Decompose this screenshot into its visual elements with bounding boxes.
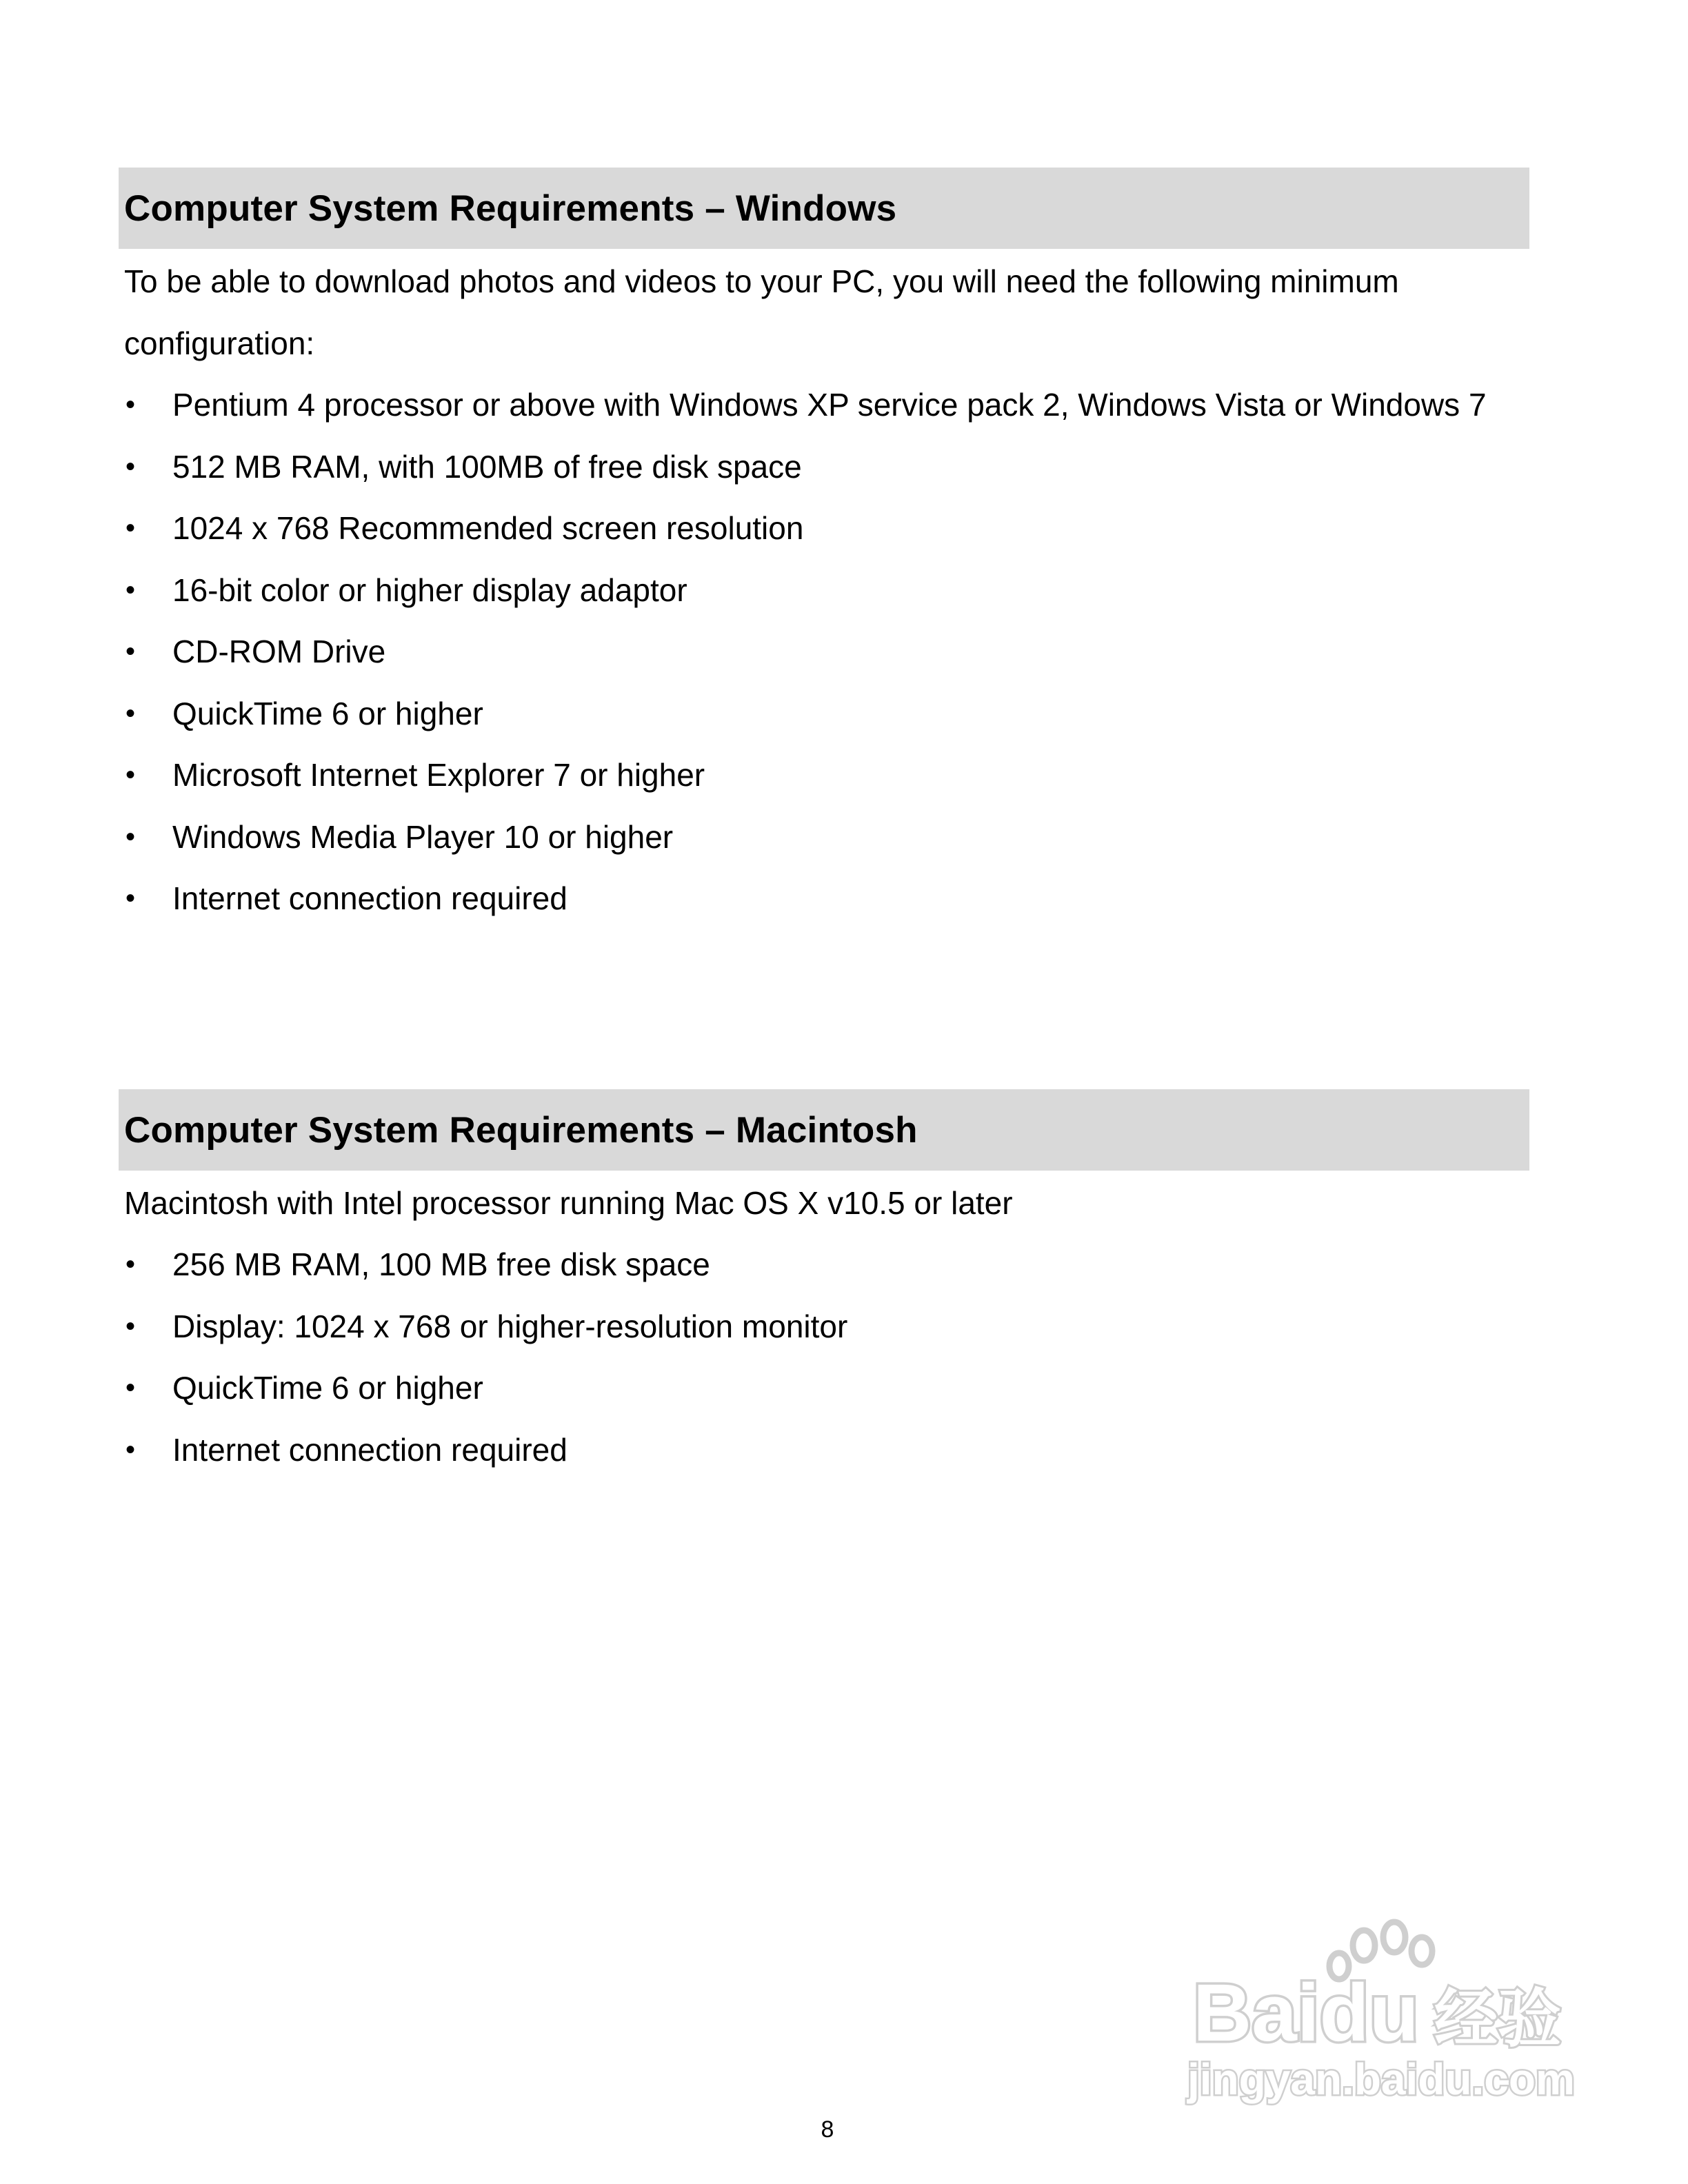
baidu-jingyan-watermark [1179,1910,1579,2110]
list-item [119,560,1529,622]
list-item-text: Microsoft Internet Explorer 7 or higher [172,757,705,793]
list-item-text: QuickTime 6 or higher [172,695,483,731]
list-item-text: 1024 x 768 Recommended screen resolution [172,510,804,546]
list-item [119,1419,1529,1482]
list-item [119,868,1529,930]
list-item [119,374,1529,436]
windows-intro: To be able to download photos and videos to your PC, you will need the following minimum configuration: [124,263,1399,361]
list-item-text: 256 MB RAM, 100 MB free disk space [172,1246,710,1282]
bullet-icon: • [125,574,136,605]
watermark-brand: Baidu [1193,1968,1419,2059]
mac-intro: Macintosh with Intel processor running Mac OS X v10.5 or later [124,1185,1013,1221]
windows-requirements-section [119,168,1529,930]
list-item [119,621,1529,683]
list-item-text: CD-ROM Drive [172,634,386,669]
list-item-text: Internet connection required [172,880,567,916]
bullet-icon: • [125,513,136,543]
list-item-text: Internet connection required [172,1431,567,1468]
list-item [119,1234,1529,1296]
bullet-icon: • [125,883,136,913]
list-item [119,807,1529,869]
list-item [119,498,1529,560]
list-item [119,1357,1529,1419]
bullet-icon: • [125,1311,136,1342]
page-number: 8 [821,2116,834,2143]
list-item [119,745,1529,807]
list-item-text: QuickTime 6 or higher [172,1370,483,1406]
windows-heading-bar [119,168,1529,249]
bullet-icon: • [125,698,136,729]
windows-heading: Computer System Requirements – Windows [124,188,897,229]
list-item-text: Windows Media Player 10 or higher [172,818,674,855]
mac-heading-bar [119,1089,1529,1171]
bullet-icon: • [125,821,136,852]
bullet-icon: • [125,636,136,667]
watermark-brand-cn: 经验 [1434,1982,1562,2056]
mac-requirements-list [119,1234,1529,1481]
mac-requirements-section [119,1089,1529,1481]
watermark-url: jingyan.baidu.com [1187,2054,1575,2104]
bullet-icon: • [125,451,136,482]
list-item-text: 512 MB RAM, with 100MB of free disk space [172,448,802,485]
bullet-icon: • [125,1434,136,1465]
list-item [119,436,1529,498]
windows-requirements-list [119,374,1529,930]
mac-heading: Computer System Requirements – Macintosh [124,1109,918,1151]
bullet-icon: • [125,1373,136,1403]
list-item-text: 16-bit color or higher display adaptor [172,572,687,608]
bullet-icon: • [125,760,136,790]
list-item-text: Pentium 4 processor or above with Windows XP service pack 2, Windows Vista or Windows 7 [172,387,1487,423]
list-item [119,683,1529,745]
bullet-icon: • [125,390,136,420]
list-item-text: Display: 1024 x 768 or higher-resolution monitor [172,1308,848,1344]
bullet-icon: • [125,1249,136,1280]
list-item [119,1296,1529,1358]
